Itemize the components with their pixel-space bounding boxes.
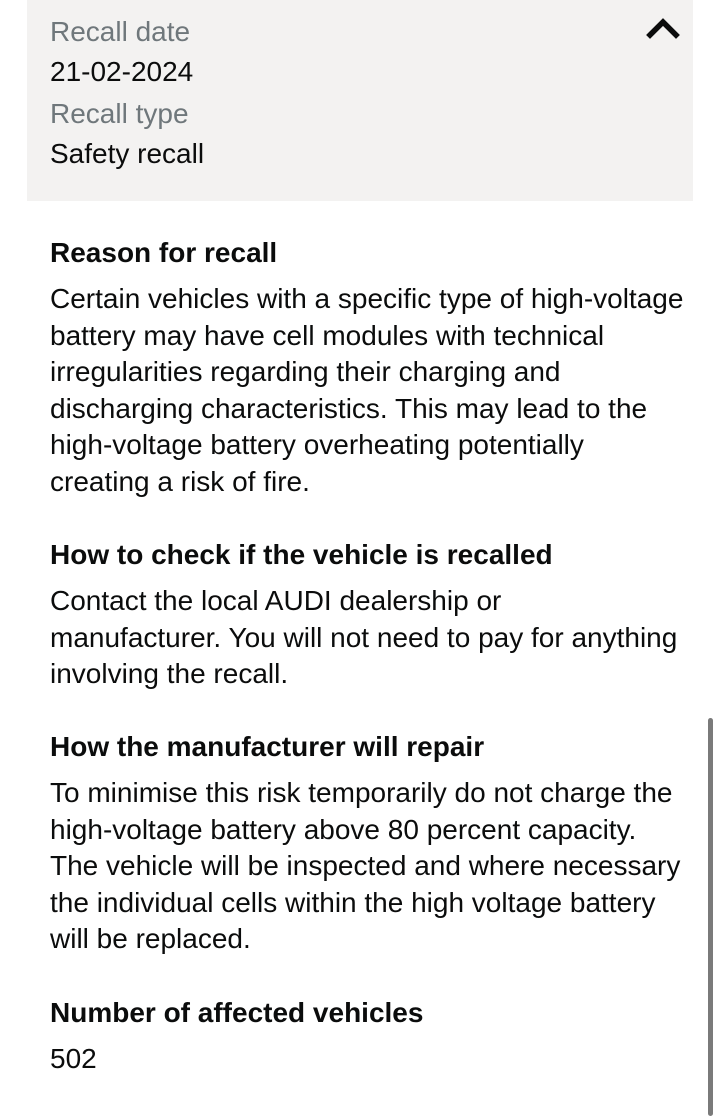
text-line: high-voltage battery overheating potentially (50, 429, 584, 461)
repair-text (50, 775, 700, 958)
recall-type-label: Recall type (50, 98, 189, 129)
check-text (50, 583, 700, 693)
text-line: battery may have cell modules with technical (50, 319, 605, 351)
collapse-button[interactable] (643, 12, 683, 44)
text-line: To minimise this risk temporarily do not charge the (50, 777, 673, 808)
text-line: manufacturer. You will not need to pay for anything (50, 621, 678, 653)
text-line: high-voltage battery above 80 percent capacity. (50, 813, 637, 845)
scrollbar[interactable] (708, 718, 713, 1116)
text-line: irregularities regarding their charging and (50, 356, 561, 388)
check-heading: How to check if the vehicle is recalled (50, 539, 553, 570)
recall-type-value: Safety recall (50, 138, 205, 169)
reason-text (50, 281, 700, 501)
recall-summary-panel (27, 0, 693, 201)
affected-count: 502 (50, 1043, 97, 1074)
text-line: Certain vehicles with a specific type of high-voltage (50, 283, 684, 314)
text-line: will be replaced. (50, 923, 251, 955)
affected-heading: Number of affected vehicles (50, 997, 424, 1028)
text-line: The vehicle will be inspected and where necessary (50, 850, 681, 882)
text-line: discharging characteristics. This may lead to the (50, 392, 648, 424)
repair-heading: How the manufacturer will repair (50, 731, 485, 762)
text-line: involving the recall. (50, 658, 289, 690)
text-line: creating a risk of fire. (50, 465, 310, 497)
chevron-up-icon (643, 12, 683, 44)
reason-heading: Reason for recall (50, 237, 278, 268)
recall-date-label: Recall date (50, 16, 191, 47)
text-line: Contact the local AUDI dealership or (50, 585, 502, 616)
recall-date-value: 21-02-2024 (50, 56, 194, 87)
text-line: the individual cells within the high voltage battery (50, 886, 656, 918)
